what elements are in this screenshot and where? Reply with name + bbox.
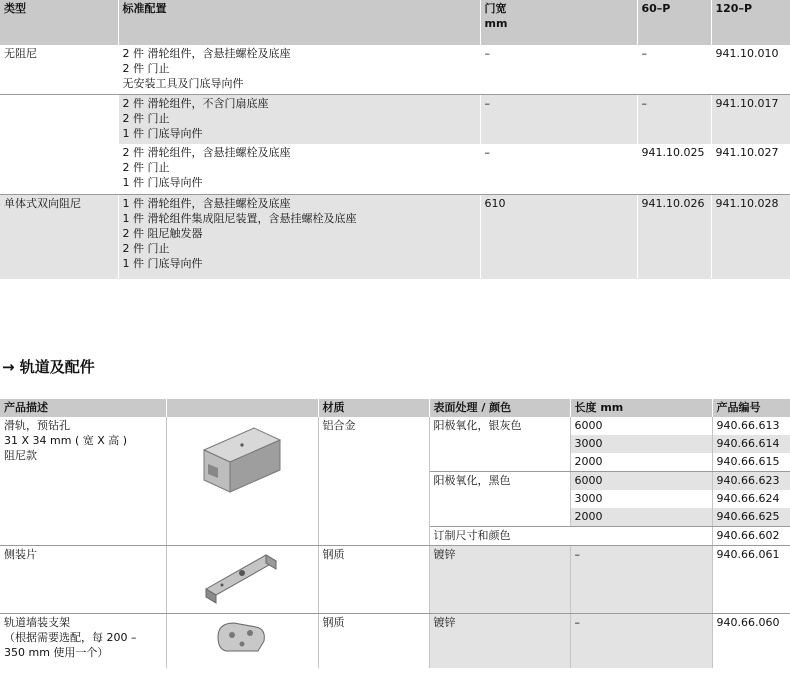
rail-image-cell — [166, 417, 318, 546]
header-type: 类型 — [0, 0, 118, 45]
rail-length: 6000 — [570, 472, 712, 491]
header-image — [166, 399, 318, 417]
header-width-line1: 门宽 — [484, 2, 507, 15]
side-desc: 侧装片 — [0, 546, 166, 614]
custom-code: 940.66.602 — [712, 527, 790, 546]
row-120p: 941.10.017 — [711, 94, 790, 144]
header-120p: 120–P — [711, 0, 790, 45]
rail-table — [0, 399, 790, 668]
config-line: 2 件 滑轮组件，不含门扇底座 — [122, 96, 269, 110]
row-60p: 941.10.025 — [637, 144, 711, 194]
config-line: 2 件 滑轮组件，含悬挂螺栓及底座 — [122, 146, 291, 159]
header-desc: 产品描述 — [0, 399, 166, 417]
row-config — [118, 94, 480, 144]
side-image-cell — [166, 546, 318, 614]
config-line: 2 件 门止 — [122, 62, 170, 75]
rail-code: 940.66.613 — [712, 417, 790, 435]
header-config: 标准配置 — [118, 0, 480, 45]
row-config — [118, 45, 480, 94]
table-row — [0, 94, 790, 144]
row-type — [0, 94, 118, 144]
rail-length: 3000 — [570, 435, 712, 453]
header-width — [480, 0, 637, 45]
config-line: 2 件 滑轮组件，含悬挂螺栓及底座 — [122, 47, 291, 60]
side-length: – — [570, 546, 712, 614]
row-60p: 941.10.026 — [637, 194, 711, 279]
row-120p: 941.10.028 — [715, 196, 779, 210]
rail-material: 铝合金 — [318, 417, 429, 546]
bracket-finish: 镀锌 — [429, 614, 570, 668]
row-width: – — [480, 144, 637, 194]
desc-line: 阻尼款 — [4, 449, 37, 462]
rail-code: 940.66.623 — [712, 472, 790, 491]
rail-code: 940.66.615 — [712, 453, 790, 472]
rail-desc — [0, 417, 166, 546]
bracket-desc — [0, 614, 166, 668]
bracket-material: 钢质 — [318, 614, 429, 668]
rail-code: 940.66.625 — [712, 508, 790, 527]
wall-bracket-image — [212, 617, 272, 657]
config-line: 2 件 门止 — [122, 111, 170, 125]
row-width: – — [480, 45, 637, 94]
desc-line: 滑轨，预钻孔 — [4, 419, 70, 432]
table-row — [0, 546, 790, 614]
desc-line: 31 X 34 mm ( 宽 X 高 ) — [4, 434, 128, 447]
table-row — [0, 194, 790, 279]
rail-length: 2000 — [570, 453, 712, 472]
config-line: 2 件 门止 — [122, 161, 170, 174]
config-line: 1 件 滑轮组件，含悬挂螺栓及底座 — [122, 196, 291, 210]
table-row — [0, 144, 790, 194]
header-width-line2: mm — [484, 17, 508, 30]
row-config — [118, 144, 480, 194]
header-material: 材质 — [318, 399, 429, 417]
rail-finish: 阳极氧化，银灰色 — [429, 417, 570, 472]
header-code: 产品编号 — [712, 399, 790, 417]
config-line: 1 件 门底导向件 — [122, 126, 203, 140]
table-row — [0, 614, 790, 668]
rail-table-header — [0, 399, 790, 417]
table-row — [0, 45, 790, 94]
config-table — [0, 0, 790, 279]
bracket-image-cell — [166, 614, 318, 668]
row-60p: – — [637, 45, 711, 94]
row-config — [118, 194, 480, 279]
desc-line: （根据需要选配，每 200 – — [4, 631, 137, 644]
bracket-length: – — [570, 614, 712, 668]
rail-code: 940.66.614 — [716, 437, 780, 450]
config-line: 2 件 阻尼触发器 — [122, 226, 203, 240]
desc-line: 350 mm 使用一个） — [4, 646, 109, 659]
side-mount-plate-image — [200, 549, 284, 605]
row-type: 无阻尼 — [0, 45, 118, 94]
side-material: 钢质 — [318, 546, 429, 614]
config-table-header — [0, 0, 790, 45]
rail-finish: 阳极氧化，黑色 — [429, 472, 570, 527]
row-type: 单体式双向阻尼 — [0, 194, 118, 279]
row-width: 610 — [480, 194, 637, 279]
table-row — [0, 417, 790, 435]
row-120p: 941.10.010 — [711, 45, 790, 94]
side-code: 940.66.061 — [712, 546, 790, 614]
header-finish: 表面处理 / 颜色 — [429, 399, 570, 417]
row-60p: – — [637, 94, 711, 144]
config-line: 1 件 门底导向件 — [122, 176, 203, 189]
config-line: 1 件 门底导向件 — [122, 256, 203, 270]
rail-code: 940.66.624 — [716, 492, 780, 505]
row-type — [0, 144, 118, 194]
bracket-code: 940.66.060 — [712, 614, 790, 668]
rail-length: 2000 — [570, 508, 712, 527]
rail-profile-image — [196, 420, 288, 500]
side-finish: 镀锌 — [429, 546, 570, 614]
rail-length: 6000 — [570, 417, 712, 435]
row-120p: 941.10.027 — [711, 144, 790, 194]
row-width: – — [480, 94, 637, 144]
header-60p: 60–P — [637, 0, 711, 45]
section-title: → 轨道及配件 — [2, 358, 95, 376]
desc-line: 轨道墙装支架 — [4, 616, 70, 629]
header-length: 长度 mm — [570, 399, 712, 417]
config-line: 无安装工具及门底导向件 — [122, 77, 244, 90]
custom-finish: 订制尺寸和颜色 — [429, 527, 712, 546]
config-line: 2 件 门止 — [122, 241, 170, 255]
config-line: 1 件 滑轮组件集成阻尼装置，含悬挂螺栓及底座 — [122, 211, 357, 225]
rail-length: 3000 — [570, 490, 712, 508]
